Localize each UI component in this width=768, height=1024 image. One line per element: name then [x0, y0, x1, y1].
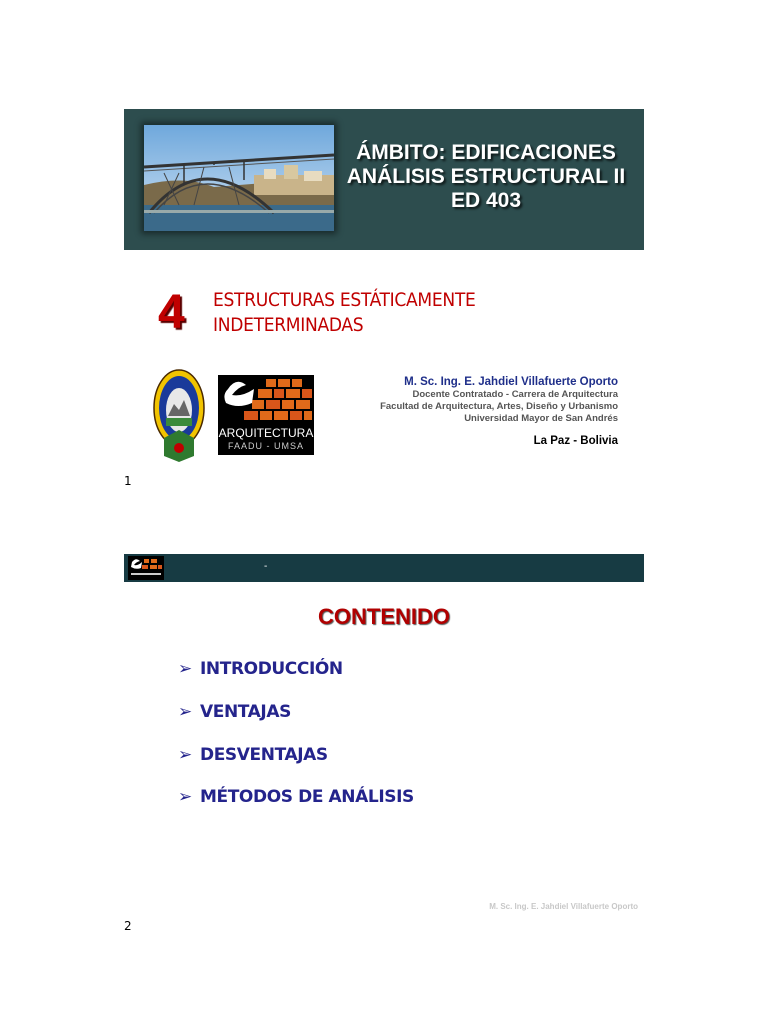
header-bar — [124, 554, 644, 582]
author-name: M. Sc. Ing. E. Jahdiel Villafuerte Oporto — [404, 376, 618, 388]
mini-logo — [128, 556, 164, 580]
arquitectura-logo-graphic — [218, 375, 314, 455]
chapter-title — [213, 288, 475, 338]
author-detail: Docente Contratado - Carrera de Arquitectura — [412, 389, 618, 400]
banner-title-line: ED 403 — [450, 189, 522, 212]
banner-title-line: ÁMBITO: EDIFICACIONES — [356, 141, 616, 164]
toc-item — [178, 702, 291, 722]
toc-item-label: VENTAJAS — [200, 702, 291, 722]
toc-item — [178, 745, 328, 765]
page-number: 2 — [124, 919, 132, 933]
footer-author: M. Sc. Ing. E. Jahdiel Villafuerte Oporto — [489, 902, 638, 911]
toc-item — [178, 787, 414, 807]
author-detail: Universidad Mayor de San Andrés — [464, 413, 618, 424]
arrow-bullet-icon: ➢ — [178, 659, 192, 679]
arrow-bullet-icon: ➢ — [178, 702, 192, 722]
bridge-photo — [144, 125, 334, 231]
chapter-title-line: ESTRUCTURAS ESTÁTICAMENTE — [213, 289, 476, 311]
chapter-number: 4 — [158, 286, 185, 339]
logo-text-sub: FAADU - UMSA — [227, 441, 305, 451]
author-block — [358, 375, 618, 447]
chapter-title-line: INDETERMINADAS — [213, 314, 364, 336]
toc-item-label: MÉTODOS DE ANÁLISIS — [200, 787, 414, 807]
toc-item-label: INTRODUCCIÓN — [200, 659, 343, 679]
arquitectura-logo — [218, 375, 314, 455]
toc-item — [178, 659, 343, 679]
city: La Paz - Bolivia — [533, 435, 618, 447]
banner-title — [336, 141, 636, 213]
contents-heading: CONTENIDO — [318, 604, 450, 629]
arrow-bullet-icon: ➢ — [178, 745, 192, 765]
header-dash: - — [264, 561, 268, 572]
arrow-bullet-icon: ➢ — [178, 787, 192, 807]
logo-text-main: ARQUITECTURA — [218, 426, 314, 440]
page-number: 1 — [124, 474, 132, 488]
banner-title-line: ANÁLISIS ESTRUCTURAL II — [346, 165, 626, 188]
title-banner — [124, 109, 644, 250]
toc-item-label: DESVENTAJAS — [200, 745, 328, 765]
author-detail: Facultad de Arquitectura, Artes, Diseño y Urbanismo — [380, 401, 618, 412]
university-crest — [150, 368, 208, 463]
